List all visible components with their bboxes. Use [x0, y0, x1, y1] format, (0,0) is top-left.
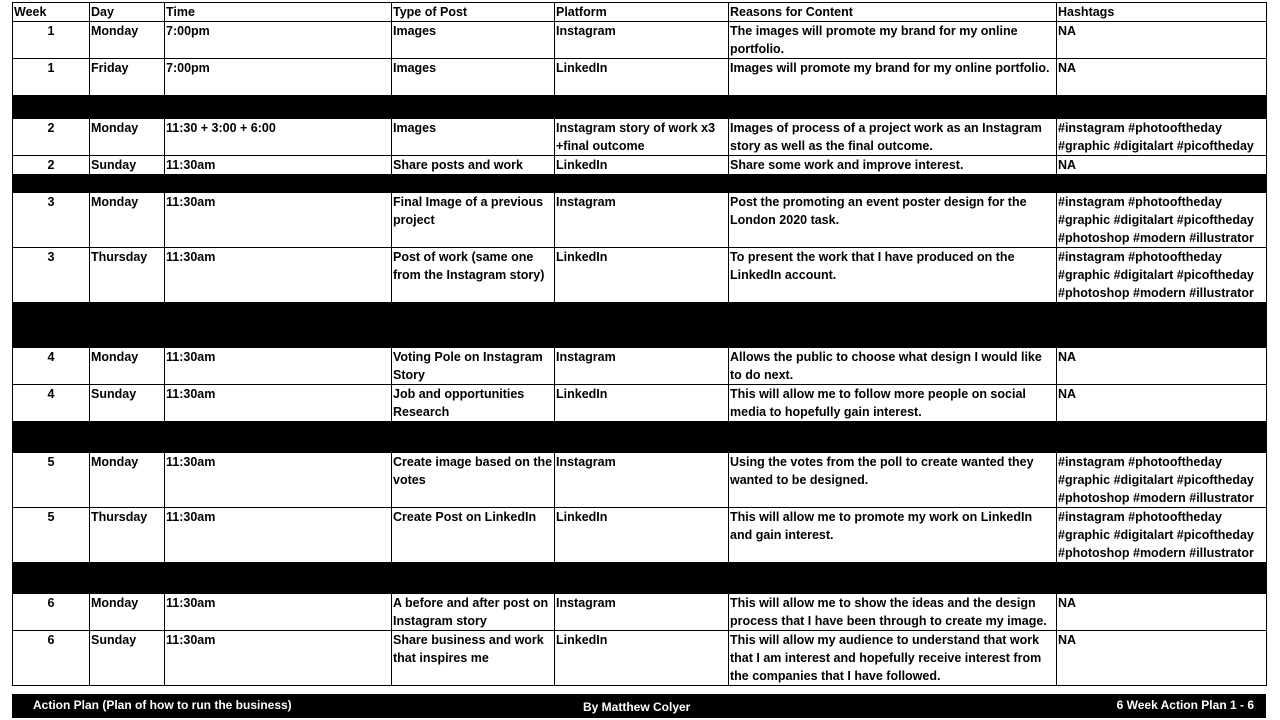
cell-time: 7:00pm [165, 22, 392, 59]
header-row [13, 3, 1267, 22]
cell-reasons: Share some work and improve interest. [729, 156, 1057, 175]
cell-hashtags: NA [1057, 156, 1267, 175]
cell-time: 11:30am [165, 156, 392, 175]
cell-time: 11:30 + 3:00 + 6:00 [165, 119, 392, 156]
cell-platform: LinkedIn [555, 59, 729, 96]
cell-reasons: Allows the public to choose what design I would like to do next. [729, 348, 1057, 385]
cell-reasons: Images will promote my brand for my online portfolio. [729, 59, 1057, 96]
cell-reasons: The images will promote my brand for my online portfolio. [729, 22, 1057, 59]
week-separator [13, 96, 1267, 119]
cell-hashtags: #instagram #photooftheday #graphic #digitalart #picoftheday [1057, 119, 1267, 156]
cell-time: 11:30am [165, 348, 392, 385]
cell-platform: Instagram [555, 22, 729, 59]
cell-week: 3 [13, 193, 90, 248]
header-time: Time [165, 3, 392, 22]
cell-platform: Instagram story of work x3 +final outcome [555, 119, 729, 156]
table-row [13, 156, 1267, 175]
cell-day: Sunday [90, 631, 165, 686]
cell-hashtags: NA [1057, 59, 1267, 96]
cell-reasons: This will allow my audience to understand that work that I am interest and hopefully receive interest from the companies that I have followed. [729, 631, 1057, 686]
cell-day: Sunday [90, 385, 165, 422]
cell-hashtags: #instagram #photooftheday #graphic #digitalart #picoftheday #photoshop #modern #illustrator [1057, 193, 1267, 248]
cell-type: Images [392, 22, 555, 59]
cell-reasons: Post the promoting an event poster design for the London 2020 task. [729, 193, 1057, 248]
week-separator [13, 303, 1267, 348]
cell-week: 2 [13, 119, 90, 156]
cell-type: Share business and work that inspires me [392, 631, 555, 686]
footer-author: By Matthew Colyer [583, 700, 691, 714]
cell-type: Create image based on the votes [392, 453, 555, 508]
cell-time: 11:30am [165, 248, 392, 303]
table-row [13, 453, 1267, 508]
header-reasons: Reasons for Content [729, 3, 1057, 22]
cell-time: 11:30am [165, 385, 392, 422]
cell-hashtags: #instagram #photooftheday #graphic #digitalart #picoftheday #photoshop #modern #illustrator [1057, 453, 1267, 508]
cell-reasons: Images of process of a project work as an Instagram story as well as the final outcome. [729, 119, 1057, 156]
footer-page-label: 6 Week Action Plan 1 - 6 [1116, 698, 1254, 712]
cell-type: Job and opportunities Research [392, 385, 555, 422]
cell-hashtags: #instagram #photooftheday #graphic #digitalart #picoftheday #photoshop #modern #illustrator [1057, 508, 1267, 563]
table-row [13, 248, 1267, 303]
cell-reasons: To present the work that I have produced on the LinkedIn account. [729, 248, 1057, 303]
cell-platform: Instagram [555, 453, 729, 508]
action-plan-table [12, 2, 1267, 686]
cell-hashtags: NA [1057, 385, 1267, 422]
cell-day: Monday [90, 594, 165, 631]
cell-platform: Instagram [555, 193, 729, 248]
cell-platform: LinkedIn [555, 156, 729, 175]
cell-type: A before and after post on Instagram story [392, 594, 555, 631]
table-row [13, 508, 1267, 563]
cell-time: 11:30am [165, 594, 392, 631]
header-platform: Platform [555, 3, 729, 22]
cell-day: Sunday [90, 156, 165, 175]
cell-hashtags: NA [1057, 631, 1267, 686]
header-week: Week [13, 3, 90, 22]
cell-day: Monday [90, 193, 165, 248]
cell-week: 2 [13, 156, 90, 175]
cell-type: Share posts and work [392, 156, 555, 175]
header-type-of-post: Type of Post [392, 3, 555, 22]
cell-time: 7:00pm [165, 59, 392, 96]
table-row [13, 631, 1267, 686]
cell-week: 6 [13, 594, 90, 631]
table-row [13, 59, 1267, 96]
cell-platform: LinkedIn [555, 248, 729, 303]
table-row [13, 594, 1267, 631]
cell-day: Monday [90, 453, 165, 508]
cell-time: 11:30am [165, 631, 392, 686]
cell-type: Images [392, 119, 555, 156]
header-hashtags: Hashtags [1057, 3, 1267, 22]
table-row [13, 348, 1267, 385]
cell-week: 6 [13, 631, 90, 686]
week-separator [13, 175, 1267, 193]
cell-time: 11:30am [165, 193, 392, 248]
week-separator [13, 422, 1267, 453]
action-plan-sheet [12, 2, 1266, 718]
cell-platform: LinkedIn [555, 385, 729, 422]
table-row [13, 22, 1267, 59]
cell-day: Monday [90, 119, 165, 156]
cell-type: Post of work (same one from the Instagram story) [392, 248, 555, 303]
cell-reasons: This will allow me to promote my work on LinkedIn and gain interest. [729, 508, 1057, 563]
cell-time: 11:30am [165, 508, 392, 563]
cell-hashtags: #instagram #photooftheday #graphic #digitalart #picoftheday #photoshop #modern #illustrator [1057, 248, 1267, 303]
cell-week: 4 [13, 348, 90, 385]
cell-reasons: This will allow me to follow more people on social media to hopefully gain interest. [729, 385, 1057, 422]
cell-hashtags: NA [1057, 22, 1267, 59]
cell-type: Create Post on LinkedIn [392, 508, 555, 563]
cell-reasons: Using the votes from the poll to create wanted they wanted to be designed. [729, 453, 1057, 508]
cell-day: Monday [90, 22, 165, 59]
cell-reasons: This will allow me to show the ideas and the design process that I have been through to create my image. [729, 594, 1057, 631]
cell-week: 4 [13, 385, 90, 422]
cell-week: 3 [13, 248, 90, 303]
cell-platform: Instagram [555, 348, 729, 385]
cell-day: Friday [90, 59, 165, 96]
header-day: Day [90, 3, 165, 22]
table-row [13, 193, 1267, 248]
cell-type: Final Image of a previous project [392, 193, 555, 248]
cell-week: 5 [13, 453, 90, 508]
cell-day: Thursday [90, 248, 165, 303]
cell-platform: Instagram [555, 594, 729, 631]
week-separator [13, 563, 1267, 594]
cell-day: Monday [90, 348, 165, 385]
cell-type: Images [392, 59, 555, 96]
footer-left-caption: Action Plan (Plan of how to run the business) [33, 698, 292, 712]
cell-time: 11:30am [165, 453, 392, 508]
cell-platform: LinkedIn [555, 508, 729, 563]
cell-type: Voting Pole on Instagram Story [392, 348, 555, 385]
table-row [13, 119, 1267, 156]
cell-day: Thursday [90, 508, 165, 563]
cell-hashtags: NA [1057, 594, 1267, 631]
cell-hashtags: NA [1057, 348, 1267, 385]
footer-bar [12, 694, 1266, 718]
cell-week: 1 [13, 22, 90, 59]
cell-week: 1 [13, 59, 90, 96]
cell-platform: LinkedIn [555, 631, 729, 686]
table-row [13, 385, 1267, 422]
cell-week: 5 [13, 508, 90, 563]
